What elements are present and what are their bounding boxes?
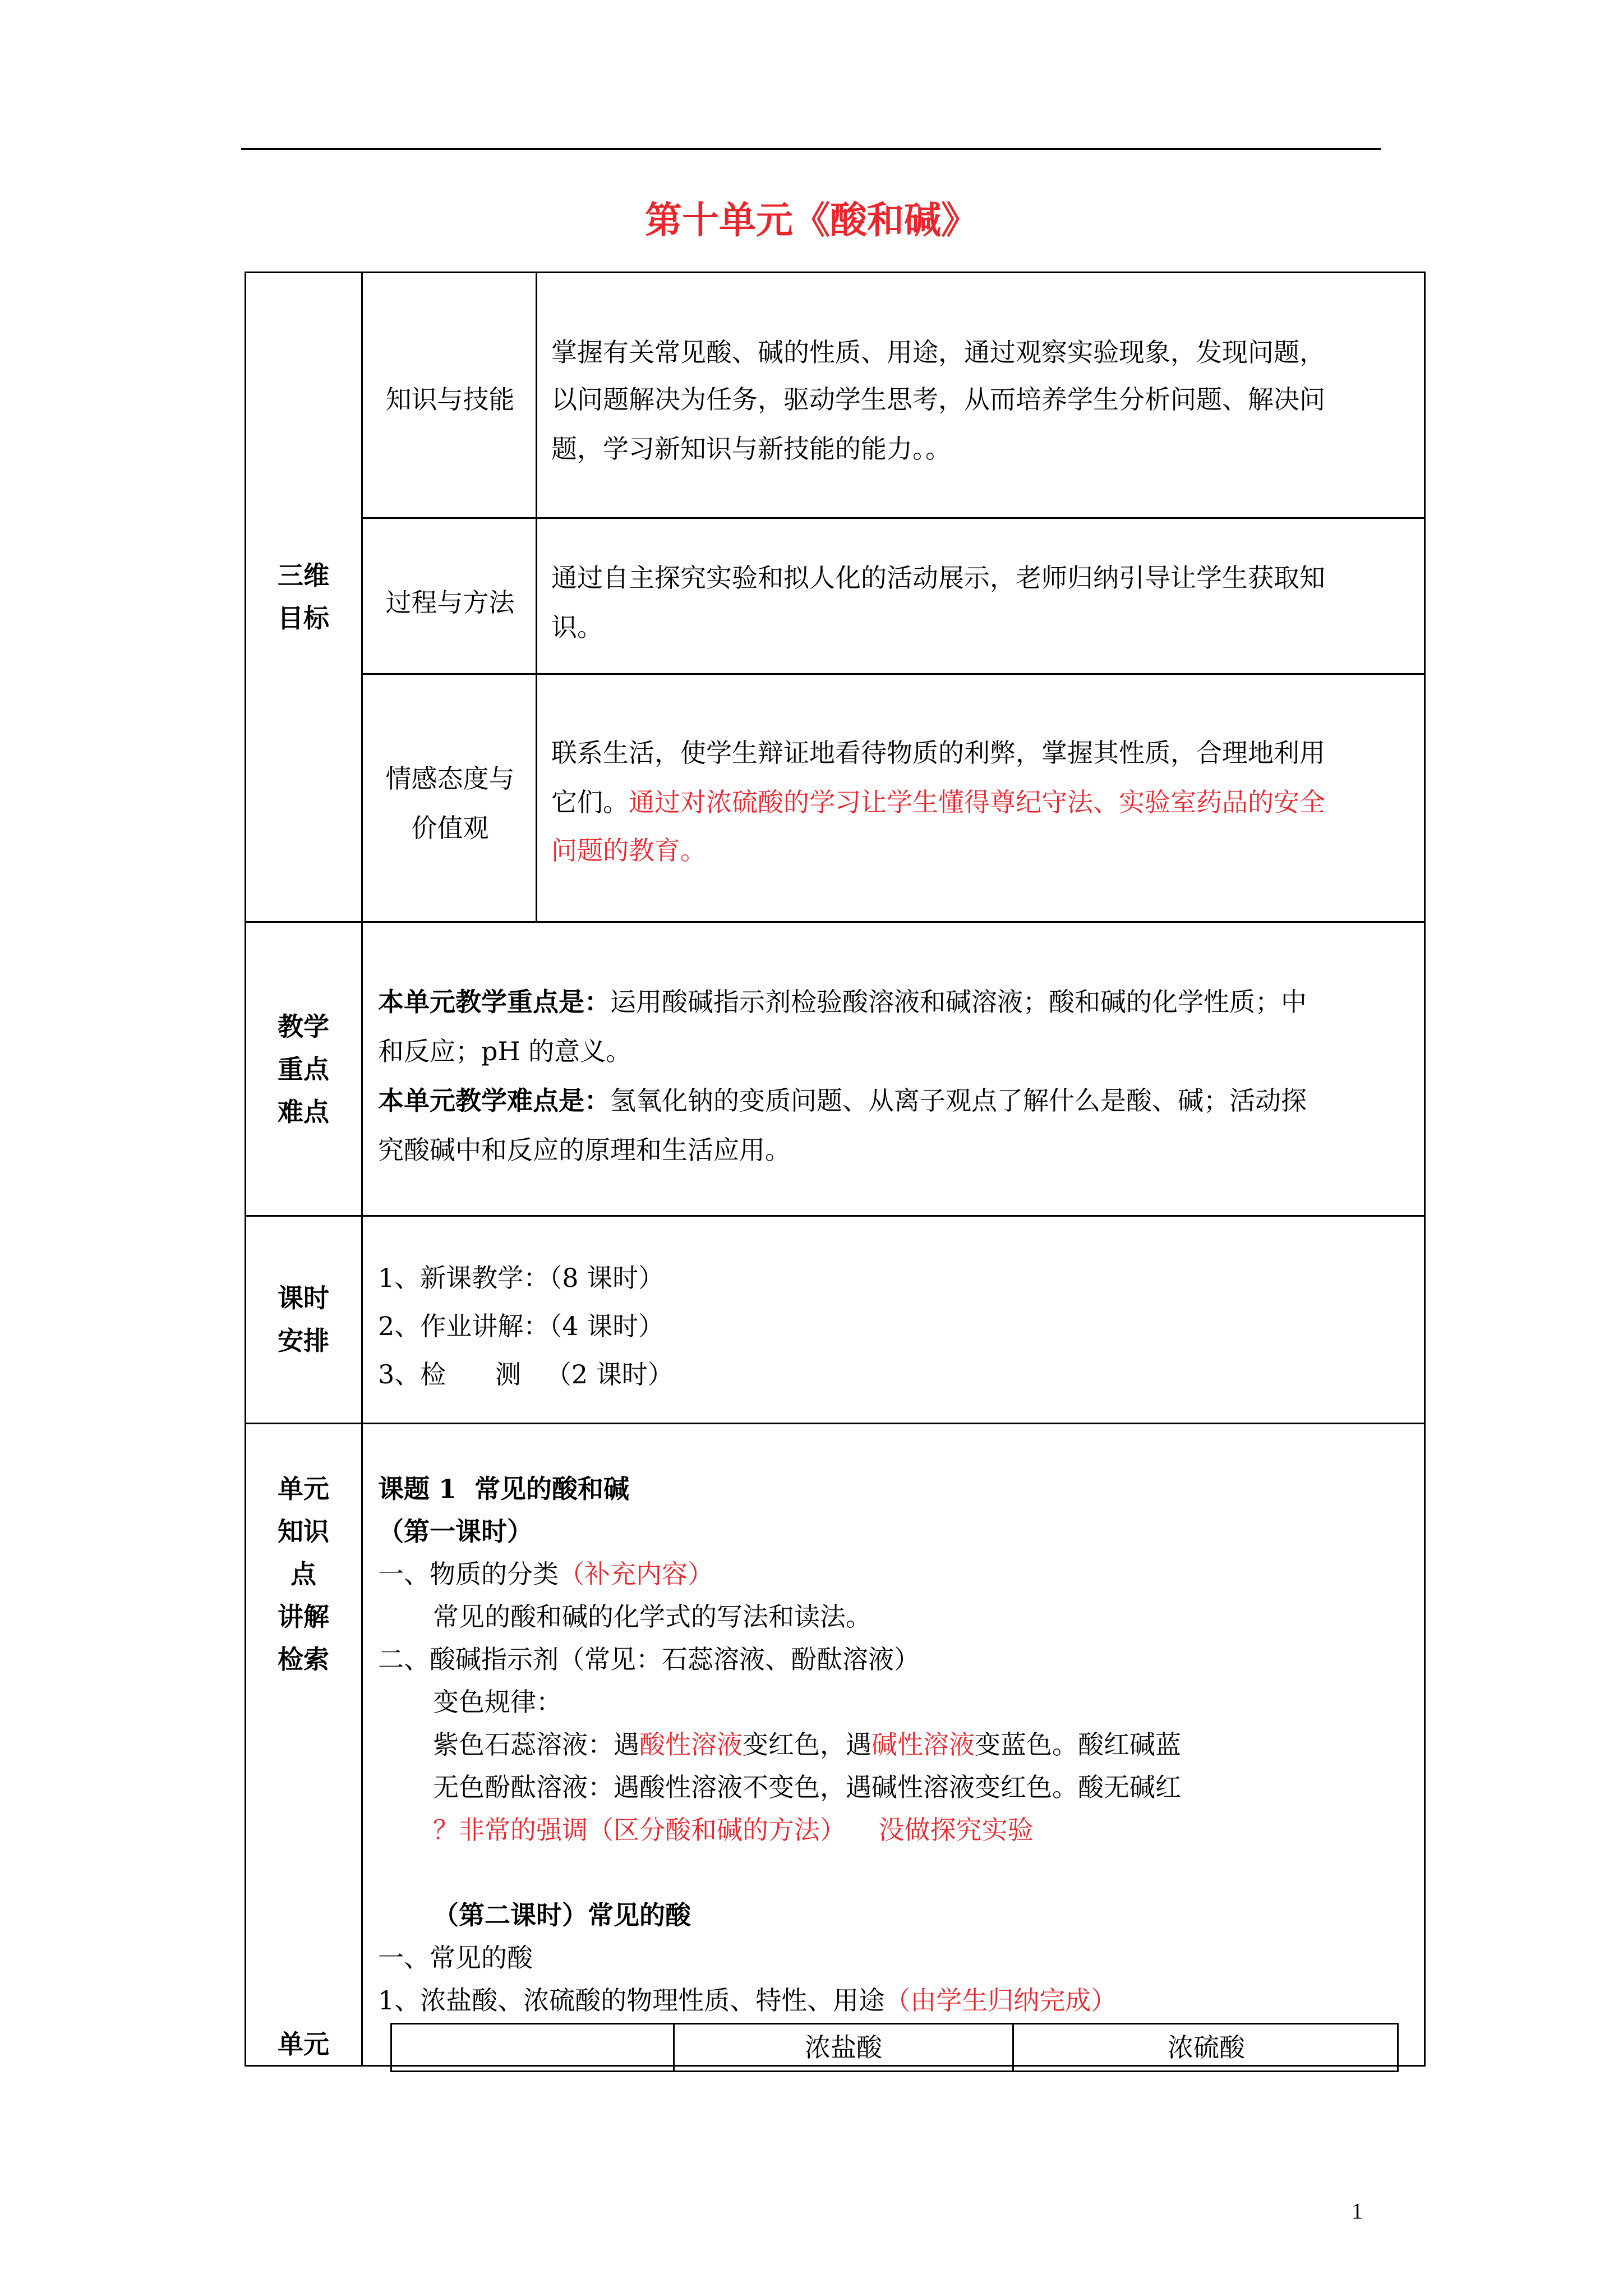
header-rule [241,148,1381,150]
goals-label: 三维 目标 [278,560,329,633]
knowledge-bottom-label: 单元 [278,2029,329,2059]
acid-table-header-h2so4: 浓硫酸 [1168,2032,1245,2063]
goals-name-divider [536,272,537,922]
goals-row-divider [361,517,1426,519]
section-divider [245,921,1426,923]
knowledge-label: 单元 知识 点 讲解 检索 [278,1474,329,1674]
label-column-divider [361,272,363,2067]
goals-row-divider [361,673,1426,675]
section-divider [245,1423,1426,1424]
section-divider [245,1215,1426,1217]
key-points-label: 教学 重点 难点 [278,1011,329,1127]
page-number: 1 [1352,2198,1363,2224]
acid-table-header-hcl: 浓盐酸 [805,2032,882,2063]
goal-name-knowledge: 知识与技能 [385,384,515,415]
goal-name-process: 过程与方法 [385,587,515,618]
page-title: 第十单元《酸和碱》 [645,198,978,242]
schedule-label: 课时 安排 [278,1283,329,1356]
